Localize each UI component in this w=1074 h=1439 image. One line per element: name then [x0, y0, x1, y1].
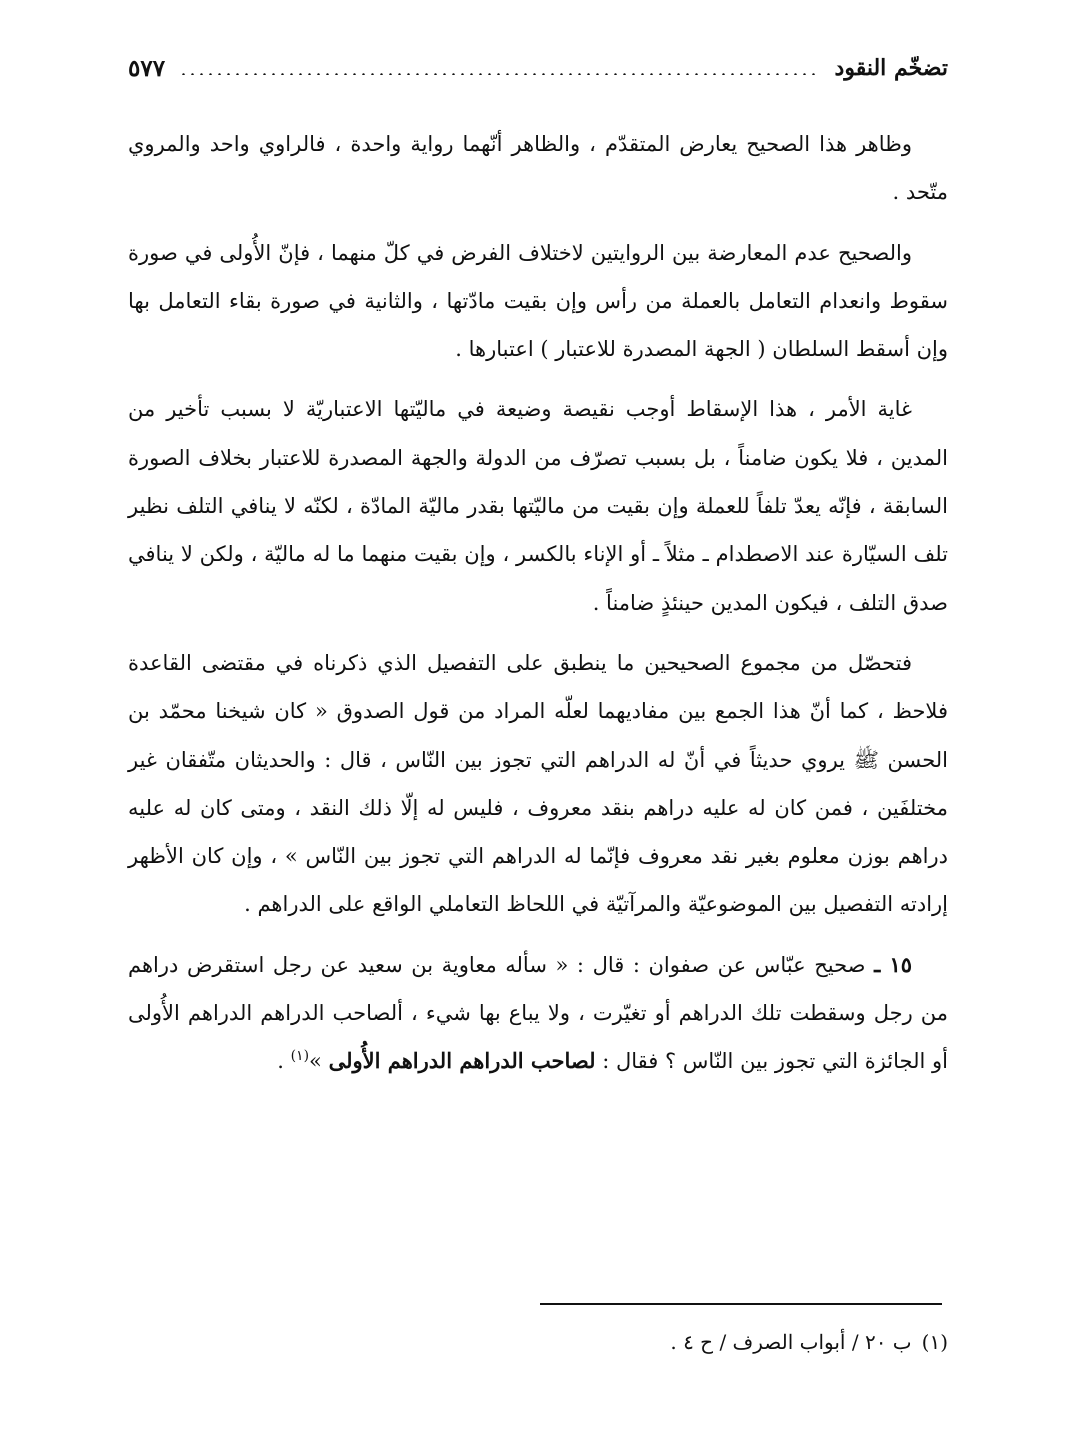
page-number: ٥٧٧	[128, 54, 166, 82]
running-title: تضخّم النقود	[834, 55, 948, 81]
footnote-marker: (١)	[921, 1330, 948, 1354]
footnote-divider	[540, 1303, 942, 1305]
numbered-item	[128, 941, 948, 1086]
paragraph: والصحيح عدم المعارضة بين الروايتين لاختلاف الفرض في كلّ منهما ، فإنّ الأُولى في صورة سقوط وانعدام التعامل بالعملة من رأس وإن بقيت مادّتها ، والثانية في صورة بقاء التعامل بها وإن أسقط السلطان ( الجهة المصدرة للاعتبار ) اعتبارها .	[128, 240, 948, 362]
paragraph: غاية الأمر ، هذا الإسقاط أوجب نقيصة وضيعة في ماليّتها الاعتباريّة لا بسبب تأخير من المدين ، فلا يكون ضامناً ، بل بسبب تصرّف من الدولة والجهة المصدرة للاعتبار بخلاف الصورة السابقة ، فإنّه يعدّ تلفاً للعملة وإن بقيت من ماليّتها بقدر ماليّة المادّة ، لكنّه لا ينافي التلف نظير تلف السيّارة عند الاصطدام ـ مثلاً ـ أو الإناء بالكسر ، وإن بقيت منهما ما له ماليّة ، ولكن لا ينافي صدق التلف ، فيكون المدين حينئذٍ ضامناً .	[128, 397, 948, 615]
bold-answer: لصاحب الدراهم الدراهم الأُولى	[328, 1048, 596, 1074]
item-tail: .	[277, 1049, 291, 1074]
footnote	[428, 1330, 948, 1354]
main-text	[128, 120, 948, 1098]
item-text: صحيح عبّاس عن صفوان : قال : « سأله معاوية بن سعيد عن رجل استقرض دراهم من رجل وسقطت تلك الدراهم أو تغيّرت ، ولا يباع بها شيء ، ألصاحب الدراهم الدراهم الأُولى أو الجائزة التي تجوز بين النّاس ؟ فقال :	[128, 952, 948, 1074]
footnote-reference: (١)	[290, 1048, 310, 1065]
paragraph: فتحصّل من مجموع الصحيحين ما ينطبق على التفصيل الذي ذكرناه في مقتضى القاعدة فلاحظ ، كما أنّ هذا الجمع بين مفاديهما لعلّه المراد من قول الصدوق « كان شيخنا محمّد بن الحسن ﷺ يروي حديثاً في أنّ له الدراهم التي تجوز بين النّاس ، قال : والحديثان متّفقان غير مختلفَين ، فمن كان له عليه دراهم بنقد معروف ، فليس له إلّا ذلك النقد ، ومتى كان له عليه دراهم بوزن معلوم بغير نقد معروف فإنّما له الدراهم التي تجوز بين النّاس » ، وإن كان الأظهر إرادته التفصيل بين الموضوعيّة والمرآتيّة في اللحاظ التعاملي الواقع على الدراهم .	[128, 650, 948, 917]
footnote-text: ب ٢٠ / أبواب الصرف / ح ٤ .	[670, 1330, 912, 1354]
item-number: ١٥ ـ	[874, 951, 912, 977]
header-dot-leader	[179, 73, 820, 75]
page-header	[128, 48, 948, 88]
closing-quote: »	[309, 1049, 329, 1074]
paragraph: وظاهر هذا الصحيح يعارض المتقدّم ، والظاهر أنّهما رواية واحدة ، فالراوي واحد والمروي متّحد .	[128, 132, 948, 205]
